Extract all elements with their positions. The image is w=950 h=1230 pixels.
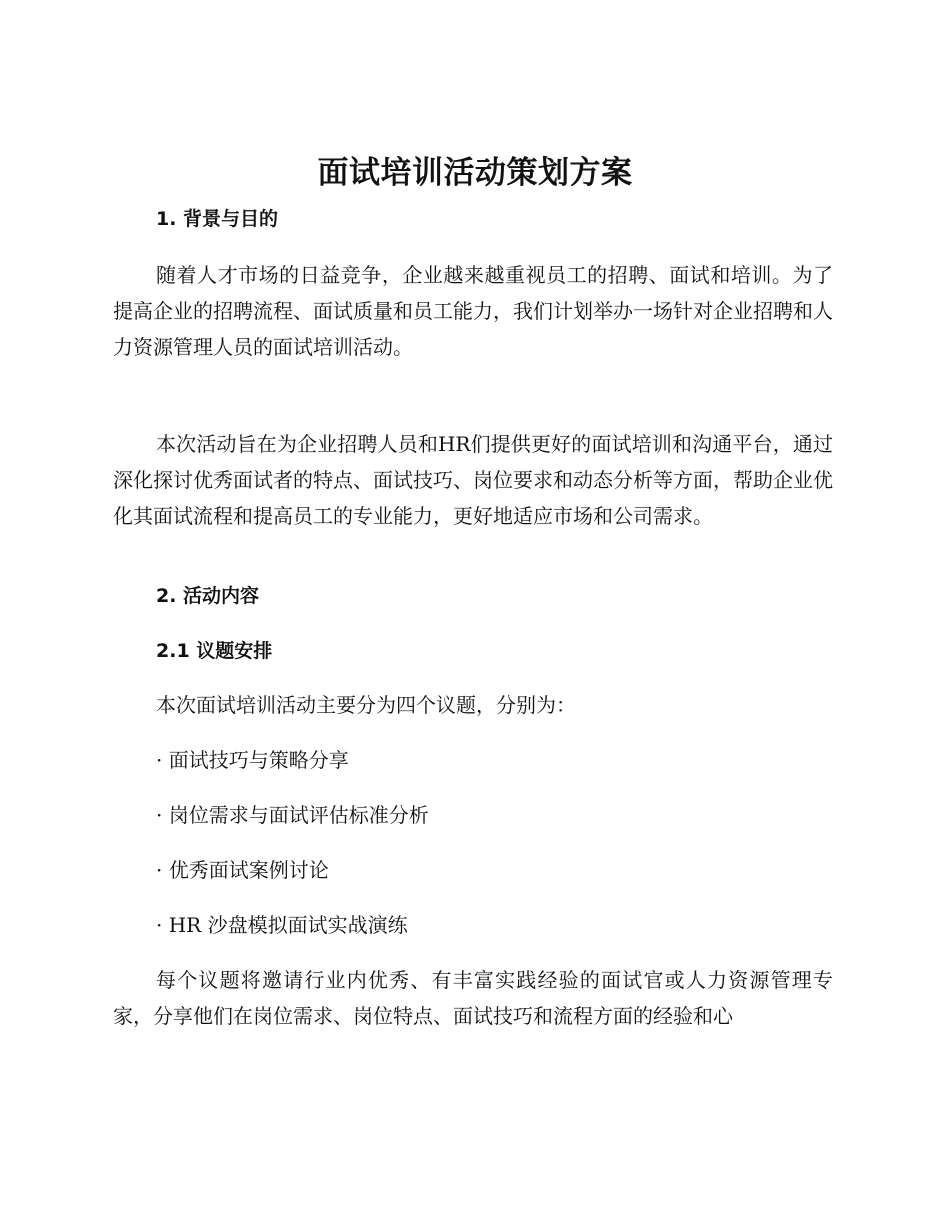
topic-item-1: · 面试技巧与策略分享: [156, 748, 349, 772]
topic-item-3: · 优秀面试案例讨论: [156, 858, 329, 882]
topic-item-2: · 岗位需求与面试评估标准分析: [156, 803, 429, 827]
section-heading-background: 1. 背景与目的: [156, 208, 279, 230]
document-title: 面试培训活动策划方案: [317, 155, 633, 191]
paragraph-background-2: 本次活动旨在为企业招聘人员和HR们提供更好的面试培训和沟通平台，通过深化探讨优秀面试者的特点、面试技巧、岗位要求和动态分析等方面，帮助企业优化其面试流程和提高员工的专业能力，更好地适应市场和公司需求。: [113, 432, 833, 528]
topic-item-4: · HR 沙盘模拟面试实战演练: [156, 913, 408, 937]
topics-intro: 本次面试培训活动主要分为四个议题，分别为：: [156, 693, 576, 717]
paragraph-topics-closing: 每个议题将邀请行业内优秀、有丰富实践经验的面试官或人力资源管理专家，分享他们在岗位需求、岗位特点、面试技巧和流程方面的经验和心: [113, 968, 833, 1028]
section-heading-activity-content: 2. 活动内容: [156, 585, 260, 607]
subsection-heading-topics: 2.1 议题安排: [156, 640, 273, 662]
paragraph-background-1: 随着人才市场的日益竞争，企业越来越重视员工的招聘、面试和培训。为了提高企业的招聘流程、面试质量和员工能力，我们计划举办一场针对企业招聘和人力资源管理人员的面试培训活动。: [113, 263, 833, 359]
